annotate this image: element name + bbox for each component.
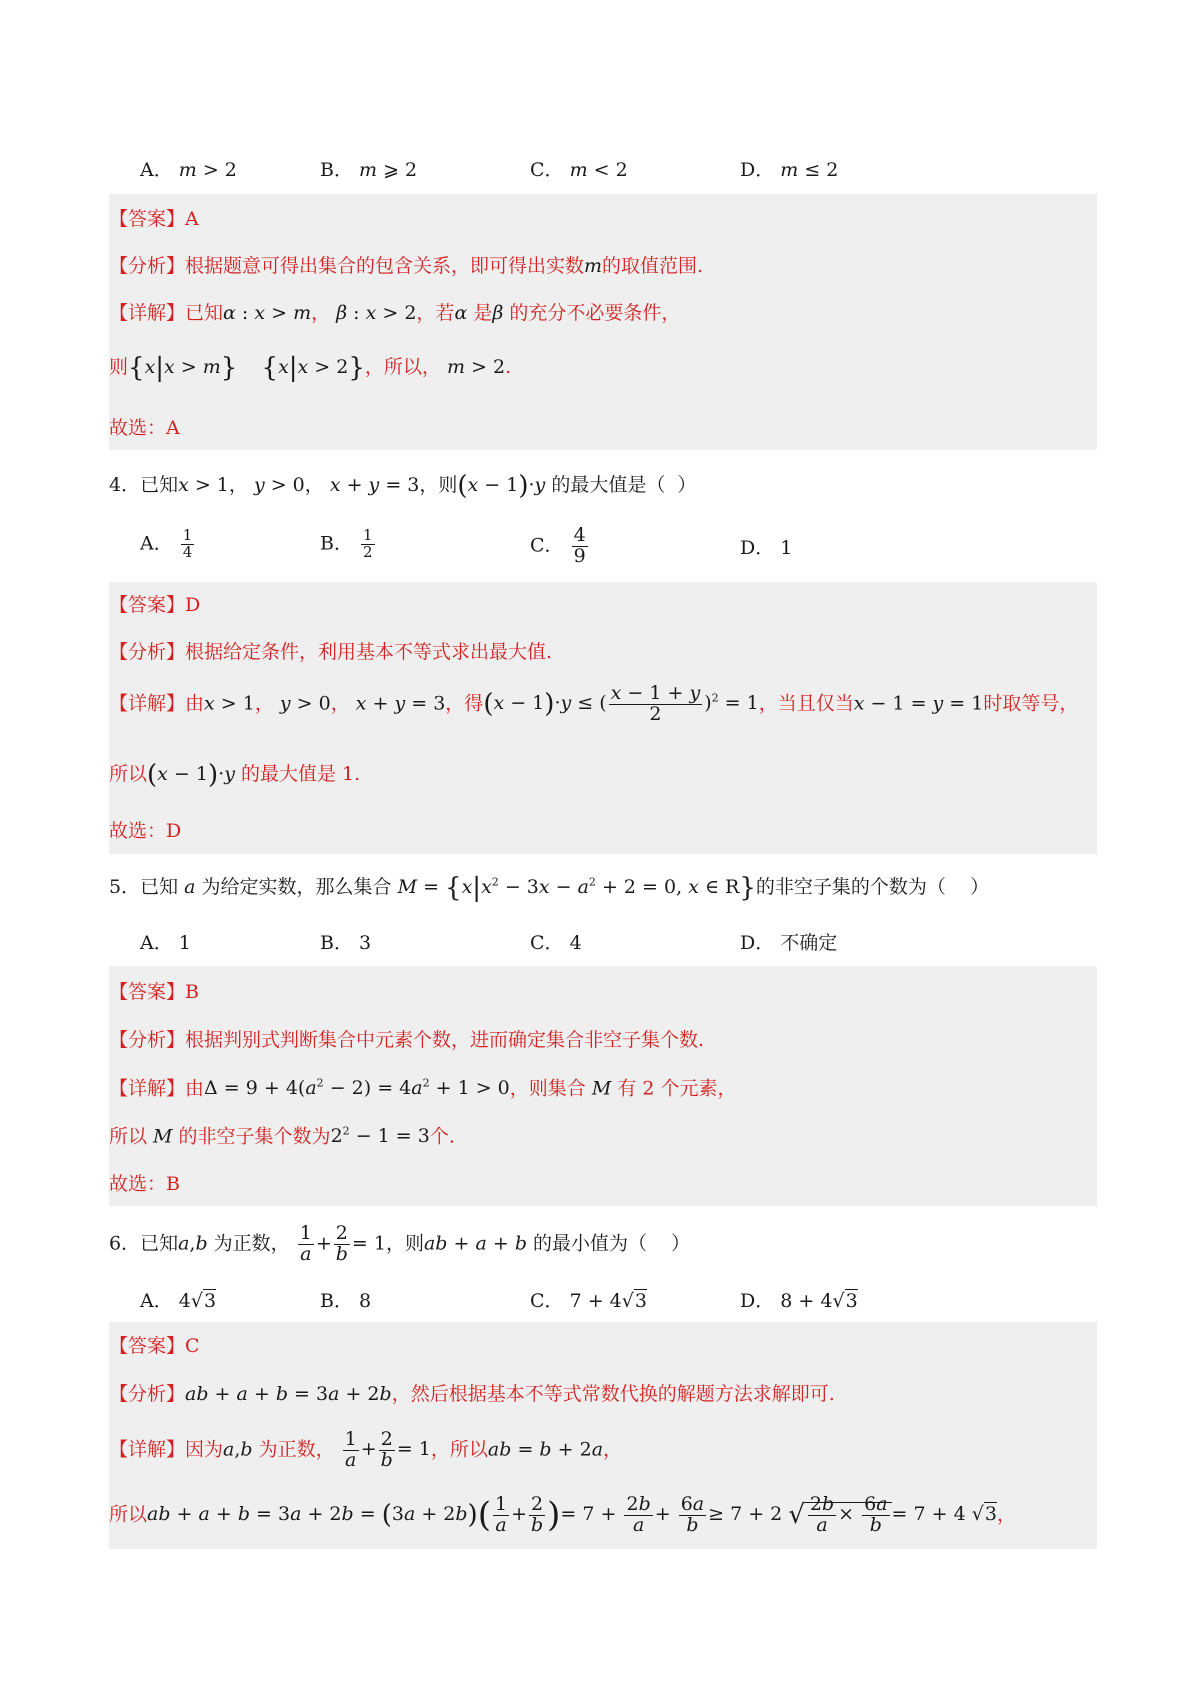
q6-answer: 【答案】C [109, 1335, 200, 1357]
q4-answer: 【答案】D [109, 594, 201, 616]
q3-answer: 【答案】A [109, 208, 199, 230]
q3-choose: 故选：A [109, 417, 180, 439]
q4-detail: 【详解】由x > 1， y > 0， x + y = 3，得(x − 1)·y ≤ ( $\frac{x - 1 + y}{2}$ )$^2$ = 1，当且仅当x − 1 = y = 1时取等号， [109, 682, 1079, 725]
q6-stem: 6．已知a,b 为正数， $\frac{1}{a}$ + $\frac{2}{b}$ = 1，则ab + a + b 的最小值为（ ） [109, 1222, 691, 1265]
q5-detail-2: 所以 M 的非空子集个数为$2^2 - 1 = 3$个. [109, 1125, 455, 1148]
q4-analysis: 【分析】根据给定条件，利用基本不等式求出最大值. [109, 641, 553, 663]
q6-option-b: B． 8 [320, 1290, 372, 1312]
q3-analysis: 【分析】根据题意可得出集合的包含关系，即可得出实数m的取值范围. [109, 255, 704, 277]
q3-option-d: D． m ≤ 2 [740, 159, 839, 181]
q4-choose: 故选：D [109, 820, 182, 842]
q4-option-b: B． $\frac{1}{2}$ [320, 526, 373, 561]
q6-option-c: C． 7 + 4√3 [530, 1290, 647, 1312]
q3-option-b: B． m ⩾ 2 [320, 159, 418, 181]
q5-option-c: C． 4 [530, 932, 582, 954]
q6-detail-2: 所以ab + a + b = 3a + 2b = (3a + 2b)( $\frac{1}{a}$ + $\frac{2}{b}$ )= 7 + $\frac{2b}{a}$ + $\frac{6a}{b}$ ≥ 7 + 2 √ $\frac{2b}{a}$ × $\frac{6a}{b}$ = 7 + 4 √3， [109, 1493, 1016, 1536]
q4-option-d: D． 1 [740, 537, 793, 559]
q3-detail: 【详解】已知α : x > m， β : x > 2，若α 是β 的充分不必要条件， [109, 302, 681, 324]
q4-detail-2: 所以(x − 1)·y 的最大值是 1. [109, 760, 361, 790]
q5-analysis: 【分析】根据判别式判断集合中元素个数，进而确定集合非空子集个数. [109, 1029, 705, 1051]
q4-stem: 4．已知x > 1， y > 0， x + y = 3，则(x − 1)·y 的最大值是（ ） [109, 471, 697, 501]
q5-detail: 【详解】由$\Delta = 9 + 4(a^2 - 2) = 4a^2 + 1 > 0$，则集合 M 有 2 个元素， [109, 1077, 737, 1100]
q6-analysis: 【分析】ab + a + b = 3a + 2b，然后根据基本不等式常数代换的解题方法求解即可. [109, 1383, 835, 1405]
q5-answer: 【答案】B [109, 981, 199, 1003]
q3-option-a: A． m > 2 [140, 159, 237, 181]
q5-option-a: A． 1 [140, 932, 191, 954]
q5-stem: 5．已知 a 为给定实数，那么集合 $M = \{x|x^2 - 3x - a^2 + 2 = 0$, x ∈ R}的非空子集的个数为（ ） [109, 873, 990, 903]
q5-option-d: D． 不确定 [740, 932, 838, 954]
q5-option-b: B． 3 [320, 932, 372, 954]
q6-option-d: D． 8 + 4√3 [740, 1290, 858, 1312]
q4-option-a: A． $\frac{1}{4}$ [140, 526, 193, 561]
q5-choose: 故选：B [109, 1173, 180, 1195]
q4-option-c: C． $\frac{4}{9}$ [530, 524, 586, 567]
q6-detail: 【详解】因为a,b 为正数， $\frac{1}{a}$ + $\frac{2}{b}$ = 1，所以ab = b + 2a， [109, 1428, 623, 1471]
q3-option-c: C． m < 2 [530, 159, 628, 181]
q3-detail-2: 则{x|x > m} {x|x > 2}，所以， m > 2. [109, 353, 512, 383]
q6-option-a: A． 4√3 [140, 1290, 217, 1312]
